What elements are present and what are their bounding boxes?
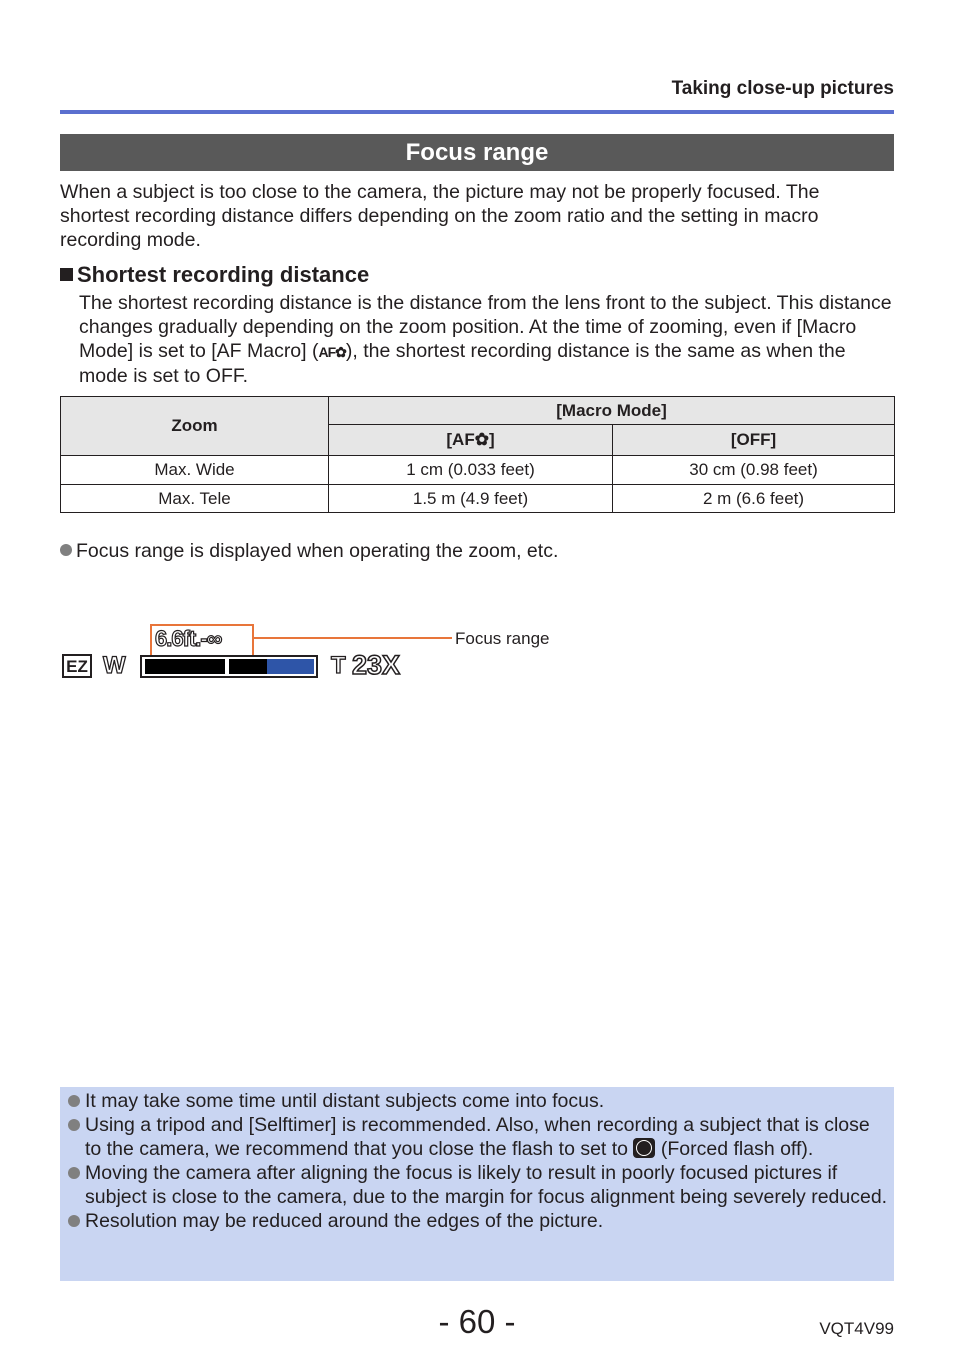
subsection-heading	[60, 262, 369, 288]
forced-flash-off-icon	[633, 1138, 655, 1158]
intro-paragraph: When a subject is too close to the camera, the picture may not be properly focused. The shortest recording distance differs depending on the zoom ratio and the setting in macro recording mode.	[60, 181, 820, 251]
subsection-text-2: ), the shortest recording distance is the same as when the mode is set to OFF.	[79, 340, 846, 387]
off-cell: 30 cm (0.98 feet)	[613, 456, 895, 485]
off-cell: 2 m (6.6 feet)	[613, 485, 895, 513]
ez-icon: EZ	[62, 654, 92, 678]
square-bullet-icon	[60, 268, 73, 281]
note-text: Focus range is displayed when operating the zoom, etc.	[76, 540, 559, 562]
shortest-distance-table	[60, 396, 895, 513]
callout-label: Focus range	[455, 629, 550, 648]
note-text: It may take some time until distant subjects come into focus.	[85, 1090, 605, 1112]
zoom-cell: Max. Tele	[61, 485, 329, 513]
bullet-icon	[68, 1215, 80, 1227]
note-text: Using a tripod and [Selftimer] is recommended. Also, when recording a subject that is close to the camera, we recommend that you close the flash to set to	[85, 1114, 870, 1160]
document-code: VQT4V99	[819, 1319, 894, 1338]
zoom-header: Zoom	[61, 397, 329, 456]
note-text: (Forced flash off).	[660, 1138, 814, 1160]
zoom-segment-extended	[229, 659, 267, 674]
bullet-icon	[68, 1095, 80, 1107]
notes-list	[68, 1089, 888, 1233]
zoom-cell: Max. Wide	[61, 456, 329, 485]
header-rule	[60, 110, 894, 114]
bullet-icon	[68, 1119, 80, 1131]
af-macro-header: [AF✿]	[329, 425, 613, 456]
af-macro-icon: AF✿	[318, 344, 346, 360]
zoom-segment-optical	[145, 659, 225, 674]
focus-range-value: 6.6ft.-∞	[155, 626, 222, 651]
subsection-paragraph	[79, 291, 894, 388]
list-item	[68, 1161, 888, 1209]
note-focus-range	[60, 540, 558, 563]
note-text: Moving the camera after aligning the focus is likely to result in poorly focused pictures if subject is close to the camera, due to the margin for focus alignment being severely reduced.	[85, 1162, 888, 1208]
zoom-segment-ez	[267, 659, 314, 674]
callout-line	[254, 637, 452, 639]
header-title: Taking close-up pictures	[671, 78, 894, 99]
list-item	[68, 1209, 888, 1233]
note-text: Resolution may be reduced around the edges of the picture.	[85, 1210, 604, 1232]
table-row	[61, 485, 895, 513]
zoom-bar-graphic	[142, 657, 316, 676]
page-number: - 60 -	[438, 1303, 516, 1340]
subsection-text-1: The shortest recording distance is the distance from the lens front to the subject. This distance changes gradually depending on the zoom position. At the time of zooming, even if [Macro Mode] is set to [AF Macro] (	[79, 292, 892, 362]
list-item	[68, 1113, 888, 1161]
section-title: Focus range	[60, 134, 894, 171]
zoom-tele-label: T	[331, 652, 346, 679]
list-item	[68, 1089, 888, 1113]
zoom-level: 23X	[352, 650, 401, 680]
zoom-wide-label: W	[103, 652, 126, 679]
af-macro-cell: 1 cm (0.033 feet)	[329, 456, 613, 485]
macro-mode-header: [Macro Mode]	[329, 397, 895, 425]
bullet-icon	[68, 1167, 80, 1179]
subsection-title: Shortest recording distance	[77, 262, 370, 287]
bullet-icon	[60, 544, 72, 556]
zoom-bar	[140, 655, 318, 678]
off-header: [OFF]	[613, 425, 895, 456]
table-row	[61, 456, 895, 485]
af-macro-cell: 1.5 m (4.9 feet)	[329, 485, 613, 513]
